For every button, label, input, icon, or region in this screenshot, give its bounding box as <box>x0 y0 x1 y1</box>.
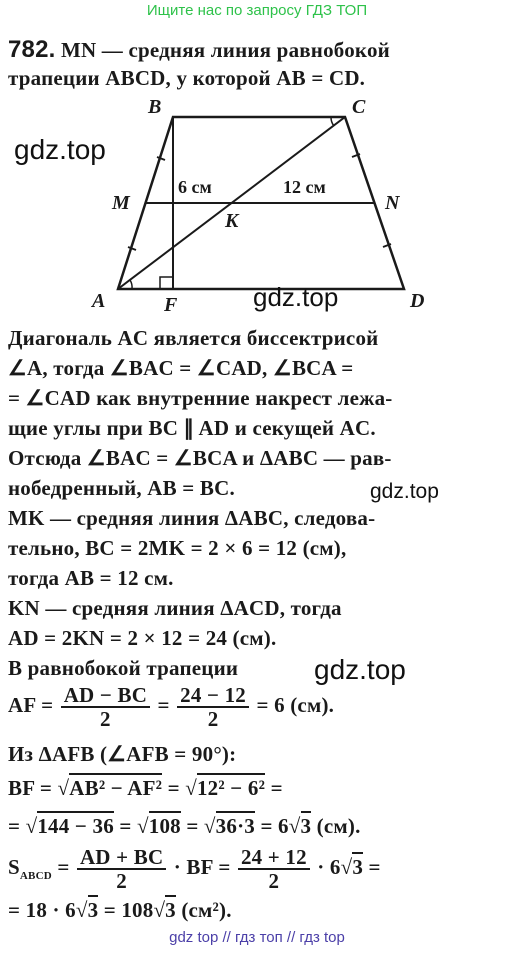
watermark-2: gdz.top <box>253 282 339 312</box>
radicand-36-3: 36·3 <box>216 811 255 838</box>
af-lhs: AF = <box>8 692 54 717</box>
label-n: N <box>385 192 400 214</box>
label-c: C <box>352 96 366 118</box>
solution-line-2: ∠A, тогда ∠BAC = ∠CAD, ∠BCA = <box>8 356 354 380</box>
tick-ab-lower <box>128 247 136 250</box>
bf-lhs: BF = <box>8 776 53 800</box>
label-m: M <box>112 192 130 214</box>
angle-arc-c <box>331 117 334 126</box>
solution-line-5: Отсюда ∠BAC = ∠BCA и ΔABC — рав- <box>8 446 392 470</box>
solution-line-6: нобедренный, AB = BC. <box>8 476 235 500</box>
watermark-1: gdz.top <box>14 134 106 165</box>
eq-4: = <box>186 814 199 838</box>
final-a: = 18 · 6 <box>8 898 76 922</box>
solution-line-10: KN — средняя линия ΔACD, тогда <box>8 596 342 620</box>
problem-number: 782. <box>8 36 56 63</box>
solution-line-12: В равнобокой трапеции <box>8 656 239 680</box>
af-den: 2 <box>100 707 111 731</box>
final-b: = 108 <box>103 898 154 922</box>
area-num2: 24 + 12 <box>238 846 310 870</box>
radicand-3: 3 <box>301 811 312 838</box>
problem-statement-line-1 <box>8 36 390 64</box>
solution-line-3: = ∠CAD как внутренние накрест лежа- <box>8 386 393 410</box>
bf-radicand-1: AB² − AF² <box>69 773 162 800</box>
af-num2: 24 − 12 <box>177 684 249 708</box>
area-lhs: $S_{ABCD}$ <box>8 854 52 882</box>
footer-watermark: gdz top // гдз топ // гдз top <box>169 929 345 946</box>
solution-line-8: тельно, BC = 2MK = 2 × 6 = 12 (см), <box>8 536 347 560</box>
statement-text-1: MN — средняя линия равнобокой <box>60 38 390 62</box>
formula-bf-cont: = √144 − 36 = √108 = √36·3 = 6√3 (см). <box>8 814 361 839</box>
bf-tail: = <box>270 776 283 800</box>
formula-bf: BF = √AB² − AF² = √12² − 6² = <box>8 776 283 801</box>
solution-line-7: MK — средняя линия ΔABC, следова- <box>8 506 376 530</box>
bf2-eq-start: = <box>8 814 21 838</box>
area-eq: = <box>57 854 70 879</box>
area-den2: 2 <box>268 869 280 893</box>
site-banner: Ищите нас по запросу ГДЗ ТОП <box>146 2 368 19</box>
af-fraction-2 <box>177 684 249 730</box>
radicand-108: 108 <box>149 811 181 838</box>
length-kn: 12 см <box>283 177 326 197</box>
length-mk: 6 см <box>178 177 212 197</box>
area-fraction-1 <box>77 846 166 892</box>
solution-line-1: Диагональ AC является биссектрисой <box>8 326 379 350</box>
final-unit: (см²). <box>181 898 232 922</box>
statement-text-2: трапеции ABCD, у которой AB = CD. <box>8 66 366 90</box>
label-f: F <box>164 294 178 316</box>
area-den: 2 <box>116 869 127 893</box>
af-den2: 2 <box>207 707 219 731</box>
area-mid: · BF = <box>173 854 231 879</box>
watermark-3: gdz.top <box>370 480 439 503</box>
area-num: AD + BC <box>77 846 166 870</box>
area-subscript: ABCD <box>19 870 52 882</box>
area-radicand: 3 <box>352 852 363 879</box>
solution-line-11: AD = 2KN = 2 × 12 = 24 (см). <box>8 626 277 650</box>
unit-cm: (см). <box>316 814 361 838</box>
af-result: = 6 (см). <box>256 692 335 717</box>
af-num: AD − BC <box>61 684 150 708</box>
eq-5: = 6 <box>260 814 289 838</box>
label-b: B <box>148 96 162 118</box>
area-end: = <box>368 854 381 879</box>
formula-af <box>8 684 334 730</box>
bf-radicand-2: 12² − 6² <box>197 773 265 800</box>
label-a: A <box>92 290 106 312</box>
formula-area: $S_{ABCD}$ = $\frac{AD + BC}{2}$ · BF = $\frac{24 + 12}{2}$ · 6√3 = <box>8 845 381 893</box>
right-angle-mark <box>160 277 173 289</box>
solution-line-9: тогда AB = 12 см. <box>8 566 174 590</box>
solution-line-4: щие углы при BC ∥ AD и секущей AC. <box>8 416 376 440</box>
formula-final: = 18 · 6√3 = 108√3 (см²). <box>8 898 232 923</box>
bf-eq: = <box>167 776 180 800</box>
label-k: K <box>225 210 239 232</box>
final-radicand-2: 3 <box>165 895 176 922</box>
angle-arc-a <box>130 280 132 289</box>
watermark-4: gdz.top <box>314 654 406 685</box>
area-fraction-2 <box>238 846 310 892</box>
label-d: D <box>410 290 425 312</box>
eq-3: = <box>119 814 132 838</box>
afb-line: Из ΔAFB (∠AFB = 90°): <box>8 742 237 766</box>
final-radicand-1: 3 <box>88 895 99 922</box>
af-eq: = <box>157 692 170 717</box>
radicand-144-36: 144 − 36 <box>37 811 114 838</box>
area-tail: · 6 <box>317 854 341 879</box>
af-fraction-1 <box>61 684 150 730</box>
